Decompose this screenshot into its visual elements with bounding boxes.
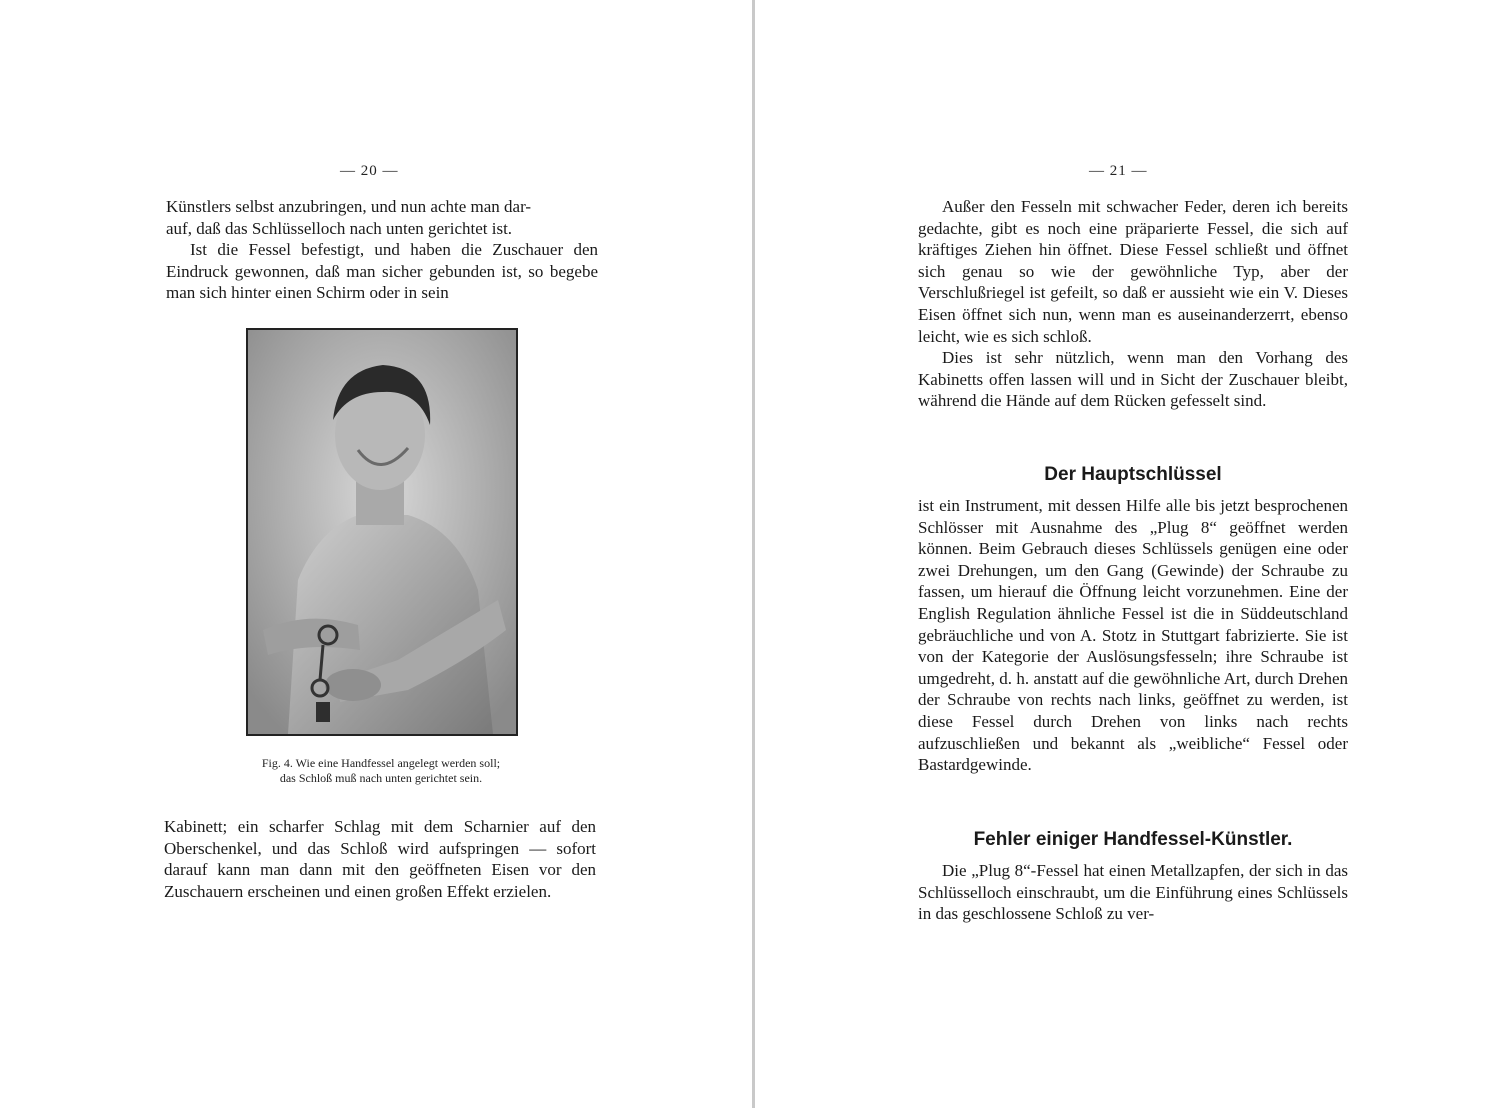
right-top-text — [918, 196, 1348, 412]
paragraph: Die „Plug 8“-Fessel hat einen Metallzapfen, der sich in das Schlüsselloch einschraubt, um die Einführung eines Schlüssels in das geschlossene Schloß zu ver- — [918, 861, 1348, 924]
man-with-handcuffs-image — [248, 330, 516, 734]
paragraph: Ist die Fessel befestigt, und haben die Zuschauer den Eindruck gewonnen, daß man sicher gebunden ist, so begebe man sich hinter einen Schirm oder in sein — [166, 240, 598, 303]
paragraph: Kabinett; ein scharfer Schlag mit dem Scharnier auf den Oberschenkel, und das Schloß wird aufspringen — sofort darauf kann man dann mit den geöffneten Eisen vor den Zuschauern erscheinen und einen großen Effekt erzielen. — [164, 817, 596, 901]
right-middle-text — [918, 495, 1348, 776]
left-bottom-text — [164, 816, 596, 902]
text-line: auf, daß das Schlüsselloch nach unten gerichtet ist. — [166, 218, 513, 238]
paragraph: Außer den Fesseln mit schwacher Feder, deren ich bereits gedachte, gibt es noch eine präparierte Fessel, die sich auf kräftiges Ziehen hin öffnet. Diese Fessel schließt und öffnet sich genau so wie der gewöhnliche Typ, aber der Verschlußriegel ist gefeilt, so daß er aussieht wie ein V. Dieses Eisen öffnet sich nun, wenn man es auseinanderzerrt, ebenso leicht, wie es sich schloß. — [918, 197, 1348, 346]
section-heading: Fehler einiger Handfessel-Künstler. — [973, 829, 1293, 850]
caption-line: Fig. 4. Wie eine Handfessel angelegt werden soll; — [261, 756, 501, 770]
section-heading: Der Hauptschlüssel — [1044, 464, 1222, 485]
figure-photo — [246, 328, 518, 736]
page-number-right: — 21 — — [1089, 163, 1148, 179]
right-page — [755, 0, 1506, 1108]
right-bottom-text — [918, 860, 1348, 925]
paragraph: ist ein Instrument, mit dessen Hilfe alle bis jetzt besprochenen Schlösser mit Ausnahme des „Plug 8“ geöffnet werden können. Beim Gebrauch dieses Schlüssels genügen eine oder zwei Drehungen, um den Gang (Gewinde) der Schraube zu fassen, um hierauf die Öffnung leicht vorzunehmen. Eine der English Regulation ähnliche Fessel ist die in Süddeutschland gebräuchliche und von A. Stotz in Stuttgart fabrizierte. Sie ist von der Kategorie der Auslösungsfesseln; ihre Schraube ist umgedreht, d. h. anstatt auf die gewöhnliche Art, durch Drehen der Schraube von rechts nach links, geöffnet zu werden, ist diese Fessel durch Drehen von links nach rechts aufzuschließen und bekannt als „weibliche“ Fessel oder Bastardgewinde. — [918, 496, 1348, 775]
left-page — [0, 0, 752, 1108]
paragraph: Dies ist sehr nützlich, wenn man den Vorhang des Kabinetts offen lassen will und in Sicht der Zuschauer bleibt, während die Hände auf dem Rücken gefesselt sind. — [918, 348, 1348, 411]
caption-line: das Schloß muß nach unten gerichtet sein. — [279, 771, 483, 785]
text-line: Künstlers selbst anzubringen, und nun achte man dar- — [166, 197, 532, 216]
page-number-left: — 20 — — [340, 163, 399, 179]
figure-caption — [196, 756, 566, 786]
left-top-text — [166, 196, 598, 304]
